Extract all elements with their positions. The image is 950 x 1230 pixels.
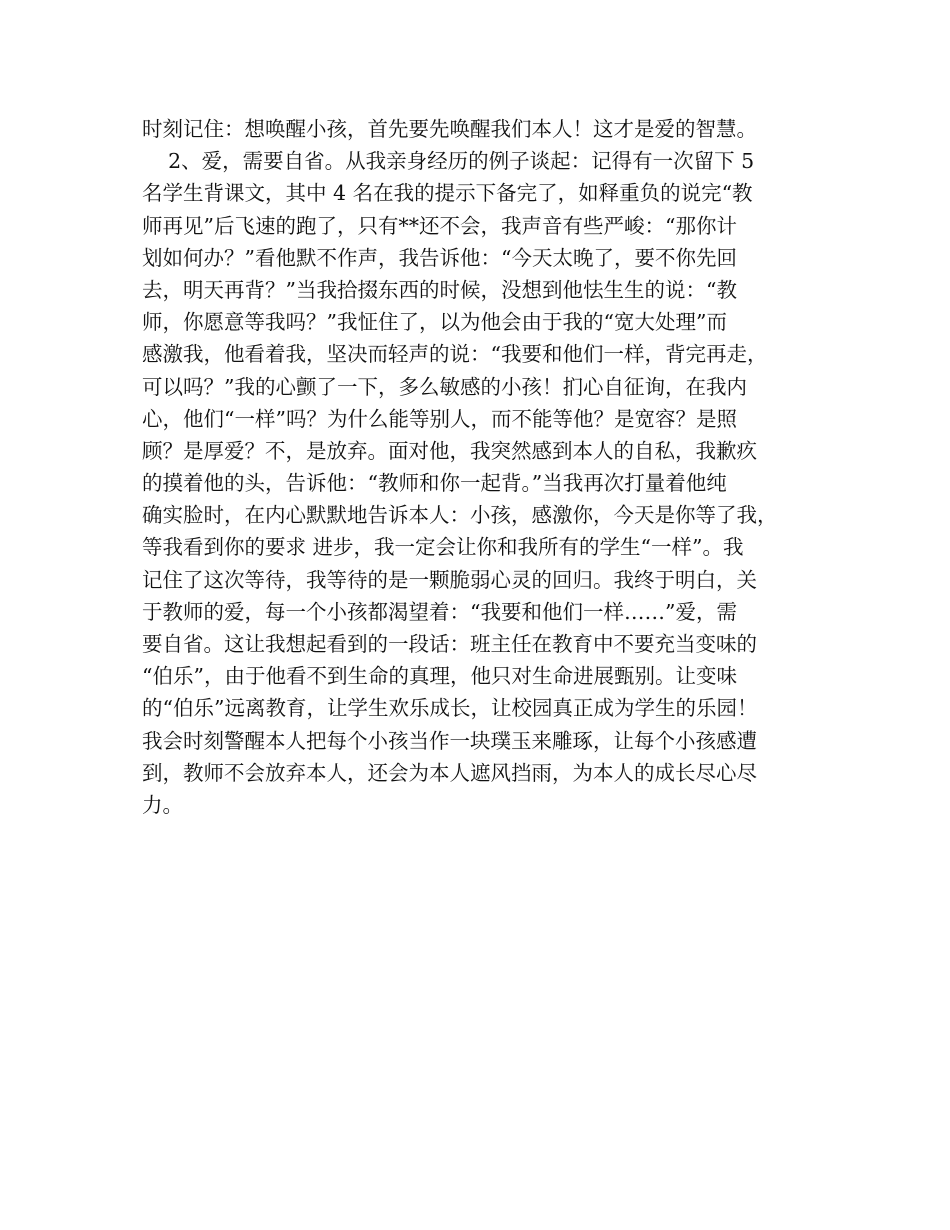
text-line: 去，明天再背？”当我拾掇东西的时候，没想到他怯生生的说：“教 xyxy=(142,277,737,302)
text-line: 师再见”后飞速的跑了，只有**还不会，我声音有些严峻：“那你计 xyxy=(142,213,737,238)
text-line: 可以吗？”我的心颤了一下，多么敏感的小孩！扪心自征询，在我内 xyxy=(142,374,747,399)
text-line: 顾？是厚爱？不，是放弃。面对他，我突然感到本人的自私，我歉疚 xyxy=(142,438,757,463)
text-line: 我会时刻警醒本人把每个小孩当作一块璞玉来雕琢，让每个小孩感遭 xyxy=(142,728,757,753)
text-line: 确实脸时，在内心默默地告诉本人：小孩，感激你，今天是你等了我， xyxy=(142,503,778,528)
text-line: 2、爱，需要自省。从我亲身经历的例子谈起：记得有一次留下 5 xyxy=(142,149,755,174)
text-line: 心，他们“一样”吗？为什么能等别人，而不能等他？是宽容？是照 xyxy=(142,406,737,431)
text-line: 的摸着他的头，告诉他：“教师和你一起背。”当我再次打量着他纯 xyxy=(142,471,727,496)
text-line: 力。 xyxy=(142,792,183,817)
text-line: 于教师的爱，每一个小孩都渴望着：“我要和他们一样……”爱，需 xyxy=(142,599,737,624)
text-line: 名学生背课文，其中 4 名在我的提示下备完了，如释重负的说完“教 xyxy=(142,181,753,206)
text-line: “伯乐”，由于他看不到生命的真理，他只对生命进展甄别。让变味 xyxy=(142,664,737,689)
text-line: 师，你愿意等我吗？”我怔住了，以为他会由于我的“宽大处理”而 xyxy=(142,310,727,335)
text-line: 时刻记住：想唤醒小孩，首先要先唤醒我们本人！这才是爱的智慧。 xyxy=(142,117,757,141)
text-line: 要自省。这让我想起看到的一段话：班主任在教育中不要充当变味的 xyxy=(142,632,757,656)
text-line: 到，教师不会放弃本人，还会为本人遮风挡雨，为本人的成长尽心尽 xyxy=(142,760,757,785)
text-line: 的“伯乐”远离教育，让学生欢乐成长，让校园真正成为学生的乐园！ xyxy=(142,696,758,721)
text-line: 记住了这次等待，我等待的是一颗脆弱心灵的回归。我终于明白，关 xyxy=(142,567,757,592)
text-line: 感激我，他看着我，坚决而轻声的说：“我要和他们一样，背完再走， xyxy=(142,342,768,367)
body-text xyxy=(142,113,832,821)
text-line: 划如何办？”看他默不作声，我告诉他：“今天太晚了，要不你先回 xyxy=(142,245,737,270)
text-line: 等我看到你的要求 进步，我一定会让你和我所有的学生“一样”。我 xyxy=(142,535,744,560)
